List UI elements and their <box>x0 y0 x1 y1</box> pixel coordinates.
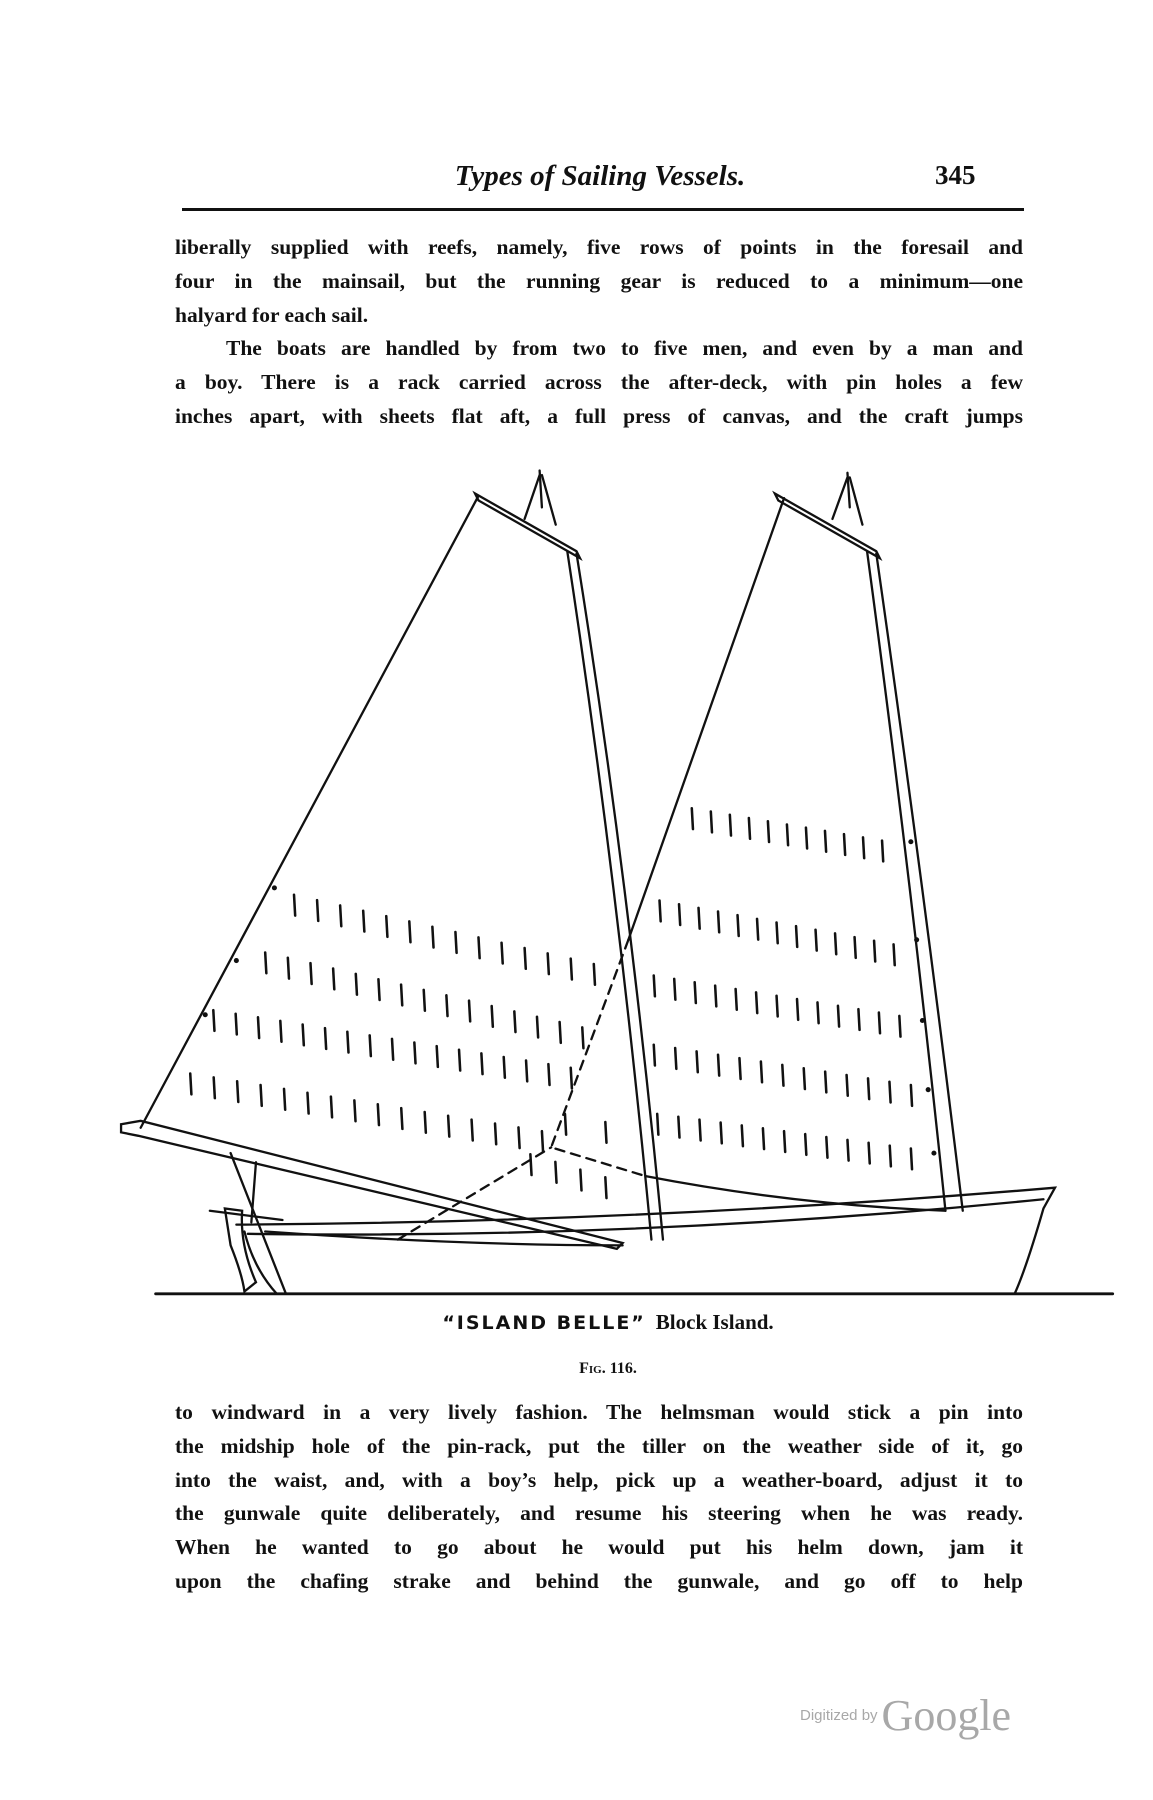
reef-point <box>654 1045 655 1066</box>
reef-point <box>325 1028 326 1049</box>
reef-point <box>459 1050 460 1071</box>
reef-point <box>879 1013 880 1034</box>
reef-point <box>236 1014 237 1035</box>
reef-point <box>261 1085 262 1106</box>
reef-point <box>401 1108 402 1129</box>
caption-vessel-name: “ISLAND BELLE” <box>442 1312 646 1334</box>
reef-point <box>605 1122 606 1143</box>
reef-point <box>787 824 788 845</box>
foresail-edge <box>141 496 479 1128</box>
reef-point <box>882 841 883 862</box>
reef-point <box>518 1127 519 1148</box>
reef-point <box>542 1131 543 1152</box>
page-number: 345 <box>935 160 976 190</box>
running-header-title: Types of Sailing Vessels. <box>454 160 746 192</box>
reef-point <box>715 986 716 1007</box>
reef-cringle <box>203 1012 208 1017</box>
reef-point <box>378 979 379 1000</box>
reef-point <box>448 1116 449 1137</box>
reef-point <box>560 1022 561 1043</box>
reef-point <box>730 815 731 836</box>
reef-point <box>757 919 758 940</box>
text-line: to windward in a very lively fashion. The helmsman would stick a pin into <box>175 1400 1023 1424</box>
reef-point <box>855 937 856 958</box>
reef-point <box>213 1010 214 1031</box>
reef-point <box>718 912 719 933</box>
reef-point <box>284 1089 285 1110</box>
reef-point <box>537 1017 538 1038</box>
reef-point <box>847 1140 848 1161</box>
reef-point <box>835 933 836 954</box>
text-line: The boats are handled by from two to five men, and even by a man and <box>226 336 1023 361</box>
reef-point <box>356 974 357 995</box>
text-line: into the waist, and, with a boy’s help, pick up a weather-board, adjust it to <box>175 1467 1023 1492</box>
reef-point <box>894 944 895 965</box>
reef-point <box>401 985 402 1006</box>
reef-point <box>288 958 289 979</box>
reef-point <box>363 911 364 932</box>
text-line: a boy. There is a rack carried across the after-deck, with pin holes a few <box>175 370 1023 395</box>
reef-point <box>711 812 712 833</box>
reef-point <box>863 837 864 858</box>
reef-point <box>692 808 693 829</box>
reef-point <box>237 1081 238 1102</box>
reef-point <box>571 959 572 980</box>
reef-point <box>749 818 750 839</box>
reef-point <box>265 952 266 973</box>
reef-point <box>580 1170 581 1191</box>
reef-point <box>472 1120 473 1141</box>
reef-point <box>333 969 334 990</box>
reef-point <box>437 1046 438 1067</box>
text-line: the gunwale quite deliberately, and resume his steering when he was ready. <box>175 1501 1023 1526</box>
reef-point <box>806 828 807 849</box>
reef-point <box>804 1068 805 1089</box>
reef-point <box>409 921 410 942</box>
reef-point <box>805 1134 806 1155</box>
google-watermark <box>800 1690 1011 1741</box>
foremast <box>567 551 651 1239</box>
reef-point <box>674 979 675 1000</box>
reef-cringle <box>914 937 919 942</box>
reef-point <box>582 1027 583 1048</box>
reef-point <box>678 1117 679 1138</box>
reef-point <box>679 904 680 925</box>
reef-cringle <box>931 1151 936 1156</box>
main-yard <box>775 494 880 559</box>
reef-point <box>526 1061 527 1082</box>
reef-point <box>481 1053 482 1074</box>
reef-point <box>756 992 757 1013</box>
reef-point <box>514 1011 515 1032</box>
caption-place: Block Island. <box>655 1310 774 1334</box>
reef-point <box>565 1114 566 1135</box>
reef-point <box>695 982 696 1003</box>
reef-point <box>469 1001 470 1022</box>
figure-caption <box>175 1310 1041 1335</box>
reef-point <box>816 930 817 951</box>
reef-point <box>310 963 311 984</box>
text-line: inches apart, with sheets flat aft, a full press of canvas, and the craft jumps <box>175 403 1023 428</box>
reef-point <box>675 1048 676 1069</box>
reef-point <box>502 943 503 964</box>
reef-point <box>868 1078 869 1099</box>
reef-point <box>721 1123 722 1144</box>
body-text-bottom <box>175 1396 1023 1599</box>
reef-point <box>386 916 387 937</box>
reef-point <box>504 1057 505 1078</box>
reef-point <box>718 1055 719 1076</box>
reef-point <box>392 1039 393 1060</box>
mainmast <box>867 551 945 1211</box>
text-line: four in the mainsail, but the running gear is reduced to a minimum—one <box>175 268 1023 293</box>
reef-point <box>847 1075 848 1096</box>
reef-point <box>492 1006 493 1027</box>
reef-point <box>739 1058 740 1079</box>
reef-point <box>838 1006 839 1027</box>
reef-point <box>844 834 845 855</box>
watermark-prefix: Digitized by <box>800 1707 878 1724</box>
reef-cringle <box>272 885 277 890</box>
watermark-brand: Google <box>881 1691 1012 1740</box>
reef-point <box>347 1032 348 1053</box>
text-line: halyard for each sail. <box>175 302 369 327</box>
reef-point <box>826 1137 827 1158</box>
reef-point <box>378 1104 379 1125</box>
text-line: When he wanted to go about he would put his helm down, jam it <box>175 1535 1023 1560</box>
reef-point <box>455 932 456 953</box>
mainsail-edge <box>628 498 784 940</box>
reef-point <box>548 953 549 974</box>
reef-point <box>777 996 778 1017</box>
reef-point <box>784 1131 785 1152</box>
reef-point <box>911 1148 912 1169</box>
figure-label: Fig. 116. <box>579 1360 637 1377</box>
reef-point <box>594 964 595 985</box>
reef-point <box>817 1002 818 1023</box>
reef-point <box>495 1124 496 1145</box>
reef-point <box>424 990 425 1011</box>
reef-point <box>354 1100 355 1121</box>
reef-point <box>763 1128 764 1149</box>
reef-point <box>190 1074 191 1095</box>
reef-point <box>736 989 737 1010</box>
reef-point <box>825 831 826 852</box>
reef-point <box>307 1093 308 1114</box>
reef-point <box>258 1017 259 1038</box>
reef-point <box>214 1077 215 1098</box>
reef-point <box>425 1112 426 1133</box>
reef-point <box>340 905 341 926</box>
text-line: upon the chafing strake and behind the gunwale, and go off to help <box>175 1568 1023 1593</box>
reef-point <box>796 926 797 947</box>
fore-boom <box>121 1121 623 1249</box>
reef-point <box>699 1120 700 1141</box>
reef-point <box>414 1043 415 1064</box>
reef-point <box>660 901 661 922</box>
reef-point <box>761 1062 762 1083</box>
reef-point <box>280 1021 281 1042</box>
reef-point <box>874 941 875 962</box>
reef-point <box>782 1065 783 1086</box>
reef-point <box>654 976 655 997</box>
reef-cringle <box>926 1087 931 1092</box>
reef-point <box>605 1177 606 1198</box>
reef-point <box>869 1143 870 1164</box>
reef-cringle <box>908 839 913 844</box>
hull <box>236 1188 1055 1294</box>
reef-point <box>303 1025 304 1046</box>
reef-point <box>738 915 739 936</box>
reef-point <box>777 922 778 943</box>
text-line: liberally supplied with reefs, namely, five rows of points in the foresail and <box>175 235 1023 259</box>
reef-point <box>911 1085 912 1106</box>
reef-cringle <box>920 1018 925 1023</box>
reef-point <box>478 937 479 958</box>
reef-point <box>657 1114 658 1135</box>
reef-point <box>697 1051 698 1072</box>
reef-point <box>530 1154 531 1175</box>
reef-point <box>858 1009 859 1030</box>
reef-point <box>525 948 526 969</box>
reef-point <box>797 999 798 1020</box>
reef-point <box>742 1125 743 1146</box>
reef-point <box>370 1035 371 1056</box>
text-line: the midship hole of the pin-rack, put the tiller on the weather side of it, go <box>175 1433 1023 1458</box>
reef-cringle <box>234 958 239 963</box>
reef-point <box>825 1072 826 1093</box>
reef-point <box>899 1016 900 1037</box>
reef-point <box>548 1064 549 1085</box>
reef-point <box>699 908 700 929</box>
reef-point <box>555 1162 556 1183</box>
reef-point <box>432 927 433 948</box>
reef-point <box>890 1146 891 1167</box>
reef-point <box>571 1068 572 1089</box>
reef-point <box>331 1097 332 1118</box>
reef-point <box>446 995 447 1016</box>
reef-point <box>889 1082 890 1103</box>
reef-point <box>294 895 295 916</box>
reef-point <box>317 900 318 921</box>
fore-yard <box>475 494 580 559</box>
reef-point <box>768 821 769 842</box>
